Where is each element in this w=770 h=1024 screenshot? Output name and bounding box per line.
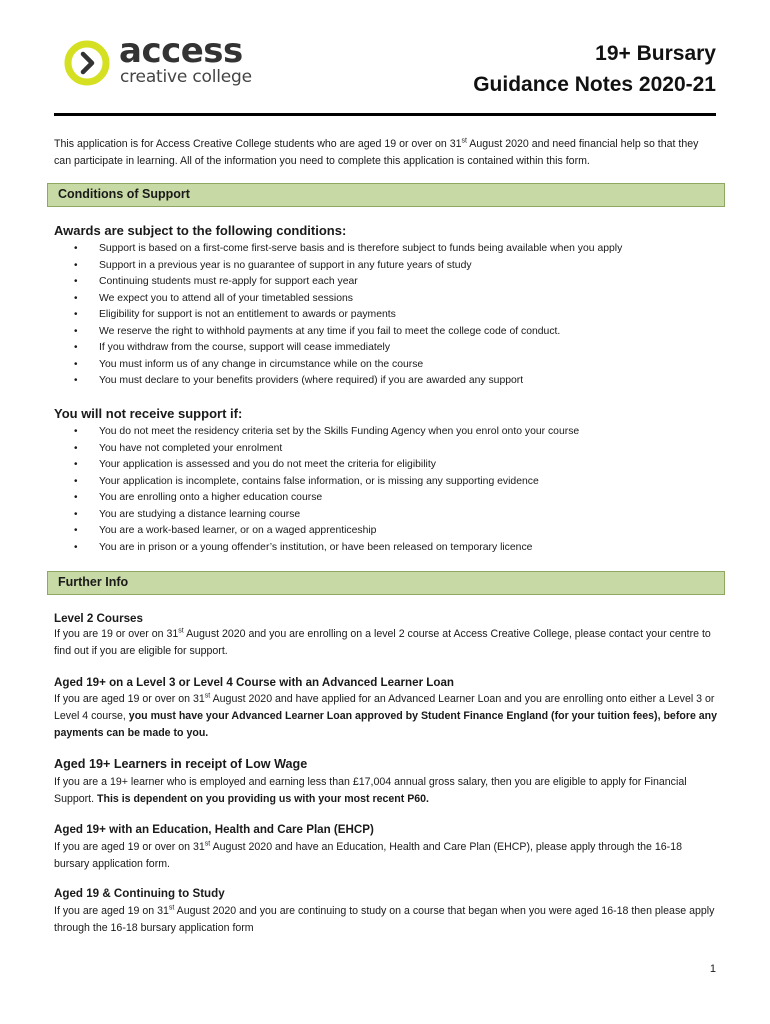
chevron-circle-icon bbox=[64, 40, 110, 86]
level2-text-start: If you are 19 or over on 31 bbox=[54, 628, 179, 640]
list-item: • You are in prison or a young offender’s institution, or have been released on temporary licence bbox=[54, 540, 724, 557]
section-conditions-of-support bbox=[47, 183, 725, 207]
intro-paragraph bbox=[54, 136, 718, 170]
logo-name: access bbox=[119, 31, 243, 71]
level34-text-mid: August 2020 and have applied for an Advanced Learner Loan and you are enrolling onto either a Level 3 or Level 4 course, bbox=[54, 693, 715, 722]
level2-paragraph bbox=[54, 626, 718, 660]
ehcp-text-end: August 2020 and have an Education, Health and Care Plan (EHCP), please apply through the 16-18 bursary application form. bbox=[54, 841, 682, 870]
continuing-text-end: August 2020 and you are continuing to study on a course that began when you were aged 16-18 then please apply through the 16-18 bursary application form bbox=[54, 905, 715, 934]
continuing-text-start: If you are aged 19 on 31 bbox=[54, 905, 169, 917]
continuing-sup: st bbox=[168, 904, 175, 912]
list-item: • Support is based on a first-come first-serve basis and is therefore subject to funds being available when you apply bbox=[54, 241, 724, 258]
ehcp-paragraph bbox=[54, 839, 718, 873]
low-wage-heading: Aged 19+ Learners in receipt of Low Wage bbox=[54, 757, 308, 771]
list-item: • If you withdraw from the course, support will cease immediately bbox=[54, 340, 724, 357]
low-wage-paragraph bbox=[54, 774, 718, 808]
section-title: Conditions of Support bbox=[58, 187, 190, 201]
level34-bold-text: you must have your Advanced Learner Loan approved by Student Finance England (for your tuition fees), before any payments can be made to you. bbox=[54, 710, 718, 739]
list-item: • Eligibility for support is not an entitlement to awards or payments bbox=[54, 307, 724, 324]
level34-sup: st bbox=[204, 692, 211, 700]
continuing-heading: Aged 19 & Continuing to Study bbox=[54, 887, 225, 900]
list-item: • Support in a previous year is no guarantee of support in any future years of study bbox=[54, 258, 724, 275]
title-line-2: Guidance Notes 2020-21 bbox=[473, 73, 716, 96]
level34-text-start: If you are aged 19 or over on 31 bbox=[54, 693, 205, 705]
continuing-paragraph bbox=[54, 903, 718, 937]
ehcp-sup: st bbox=[204, 840, 211, 848]
access-logo bbox=[64, 31, 264, 89]
awards-conditions-list bbox=[54, 241, 724, 390]
logo-subtitle: creative college bbox=[120, 67, 252, 87]
list-item: • We expect you to attend all of your timetabled sessions bbox=[54, 291, 724, 308]
level34-heading: Aged 19+ on a Level 3 or Level 4 Course with an Advanced Learner Loan bbox=[54, 676, 455, 689]
ehcp-text-start: If you are aged 19 or over on 31 bbox=[54, 841, 205, 853]
list-item: • We reserve the right to withhold payments at any time if you fail to meet the college code of conduct. bbox=[54, 324, 724, 341]
document-title bbox=[473, 38, 716, 100]
list-item: • You must inform us of any change in circumstance while on the course bbox=[54, 357, 724, 374]
list-item: • You must declare to your benefits providers (where required) if you are awarded any support bbox=[54, 373, 724, 390]
intro-sup: st bbox=[461, 137, 467, 145]
low-wage-text: If you are a 19+ learner who is employed and earning less than £17,004 annual gross salary, then you are eligible to apply for Financial Support. bbox=[54, 776, 687, 805]
intro-text-start: This application is for Access Creative College students who are aged 19 or over on 31 bbox=[54, 138, 462, 150]
page-number: 1 bbox=[709, 963, 716, 975]
list-item: • Your application is incomplete, contains false information, or is missing any supporting evidence bbox=[54, 474, 724, 491]
list-item: • Continuing students must re-apply for support each year bbox=[54, 274, 724, 291]
list-item: • You are enrolling onto a higher education course bbox=[54, 490, 724, 507]
awards-heading: Awards are subject to the following conditions: bbox=[54, 223, 347, 238]
section-title: Further Info bbox=[58, 575, 129, 589]
list-item: • You are a work-based learner, or on a waged apprenticeship bbox=[54, 523, 724, 540]
low-wage-bold-text: This is dependent on you providing us with your most recent P60. bbox=[97, 793, 429, 805]
intro-text-end: August 2020 and need financial help so that they can participate in learning. All of the information you need to complete this application is contained within this form. bbox=[54, 138, 699, 167]
ehcp-heading: Aged 19+ with an Education, Health and Care Plan (EHCP) bbox=[54, 823, 374, 836]
list-item: • Your application is assessed and you do not meet the criteria for eligibility bbox=[54, 457, 724, 474]
title-line-1: 19+ Bursary bbox=[595, 42, 716, 65]
list-item: • You are studying a distance learning course bbox=[54, 507, 724, 524]
level2-heading: Level 2 Courses bbox=[54, 612, 143, 625]
level2-sup: st bbox=[178, 627, 184, 635]
header-divider bbox=[54, 113, 716, 116]
list-item: • You have not completed your enrolment bbox=[54, 441, 724, 458]
level34-paragraph bbox=[54, 691, 718, 742]
no-support-heading: You will not receive support if: bbox=[54, 406, 243, 421]
section-further-info bbox=[47, 571, 725, 595]
list-item: • You do not meet the residency criteria set by the Skills Funding Agency when you enrol onto your course bbox=[54, 424, 724, 441]
no-support-list bbox=[54, 424, 724, 556]
level2-text-end: August 2020 and you are enrolling on a level 2 course at Access Creative College, please contact your centre to find out if you are eligible for support. bbox=[54, 628, 711, 657]
